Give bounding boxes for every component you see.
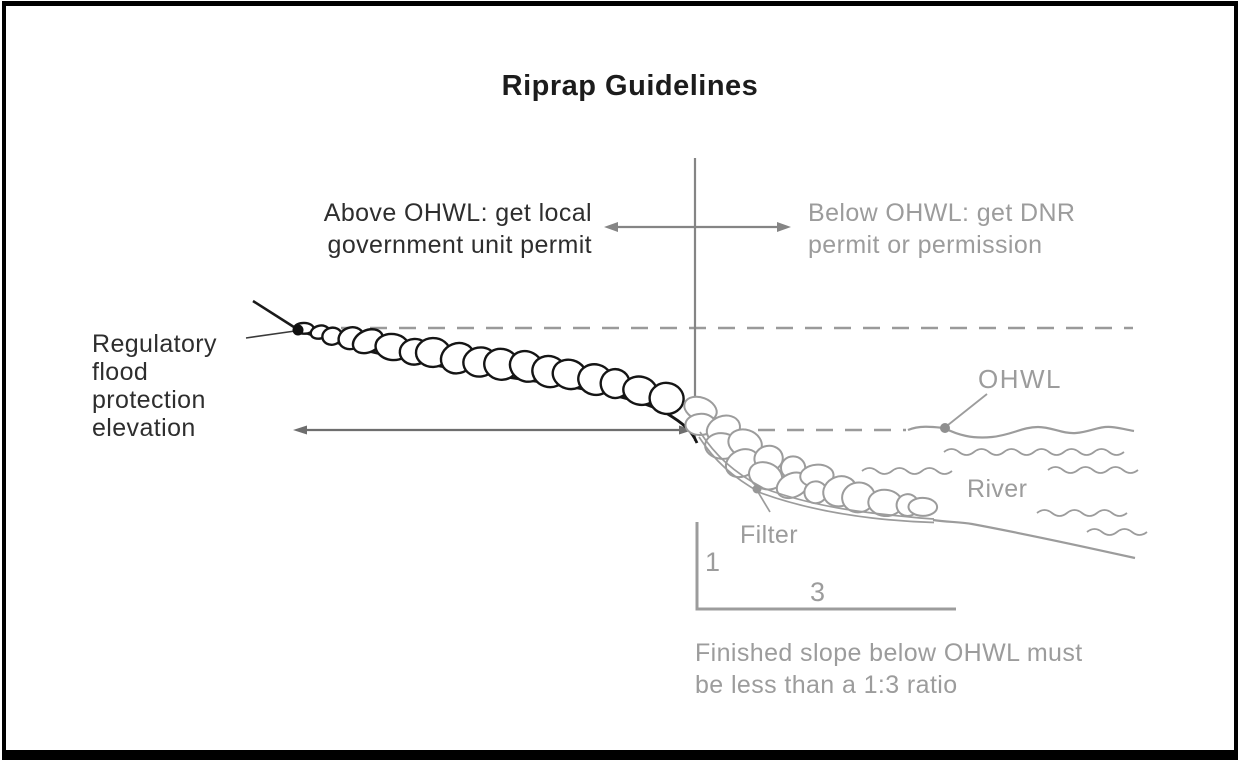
above-ohwl-note-line1: Above OHWL: get local — [323, 199, 592, 227]
rock-ellipse — [908, 498, 937, 516]
permit-zone-arrow — [604, 222, 791, 232]
slope-ratio-bracket — [697, 522, 956, 609]
water-squiggle-line — [1087, 529, 1147, 535]
below-ohwl-note-line2: permit or permission — [808, 231, 1043, 259]
flood-elevation-marker-dot — [293, 325, 304, 336]
regulatory-flood-label-line4: elevation — [92, 414, 196, 442]
above-ohwl-note-line2: government unit permit — [327, 231, 592, 259]
riverbed-line — [933, 520, 1135, 558]
below-ohwl-note-line1: Below OHWL: get DNR — [808, 199, 1076, 227]
ohwl-marker-dot — [940, 423, 950, 433]
slope-rise-label: 1 — [705, 547, 721, 577]
regulatory-flood-label-line1: Regulatory — [92, 330, 217, 358]
water-squiggle-line — [944, 449, 1124, 455]
flood-elevation-extent-arrow — [293, 426, 693, 435]
ohwl-leader-line — [948, 394, 987, 425]
river-label: River — [967, 475, 1028, 503]
slope-note-line2: be less than a 1:3 ratio — [695, 671, 958, 699]
filter-label: Filter — [740, 521, 798, 549]
slope-run-label: 3 — [810, 577, 826, 607]
upper-bank-slope-line — [253, 301, 297, 329]
water-squiggle-line — [1037, 510, 1127, 516]
ohwl-label: OHWL — [978, 364, 1062, 394]
filter-marker-dot — [753, 485, 762, 494]
riprap-rocks-above-ohwl — [294, 323, 685, 416]
water-squiggle-line — [1048, 467, 1138, 473]
regulatory-leader-line — [246, 331, 295, 338]
regulatory-flood-label-line3: protection — [92, 386, 206, 414]
slope-note-line1: Finished slope below OHWL must — [695, 639, 1083, 667]
water-squiggle-line — [862, 468, 952, 474]
regulatory-flood-label-line2: flood — [92, 358, 149, 386]
diagram-title: Riprap Guidelines — [501, 70, 759, 102]
